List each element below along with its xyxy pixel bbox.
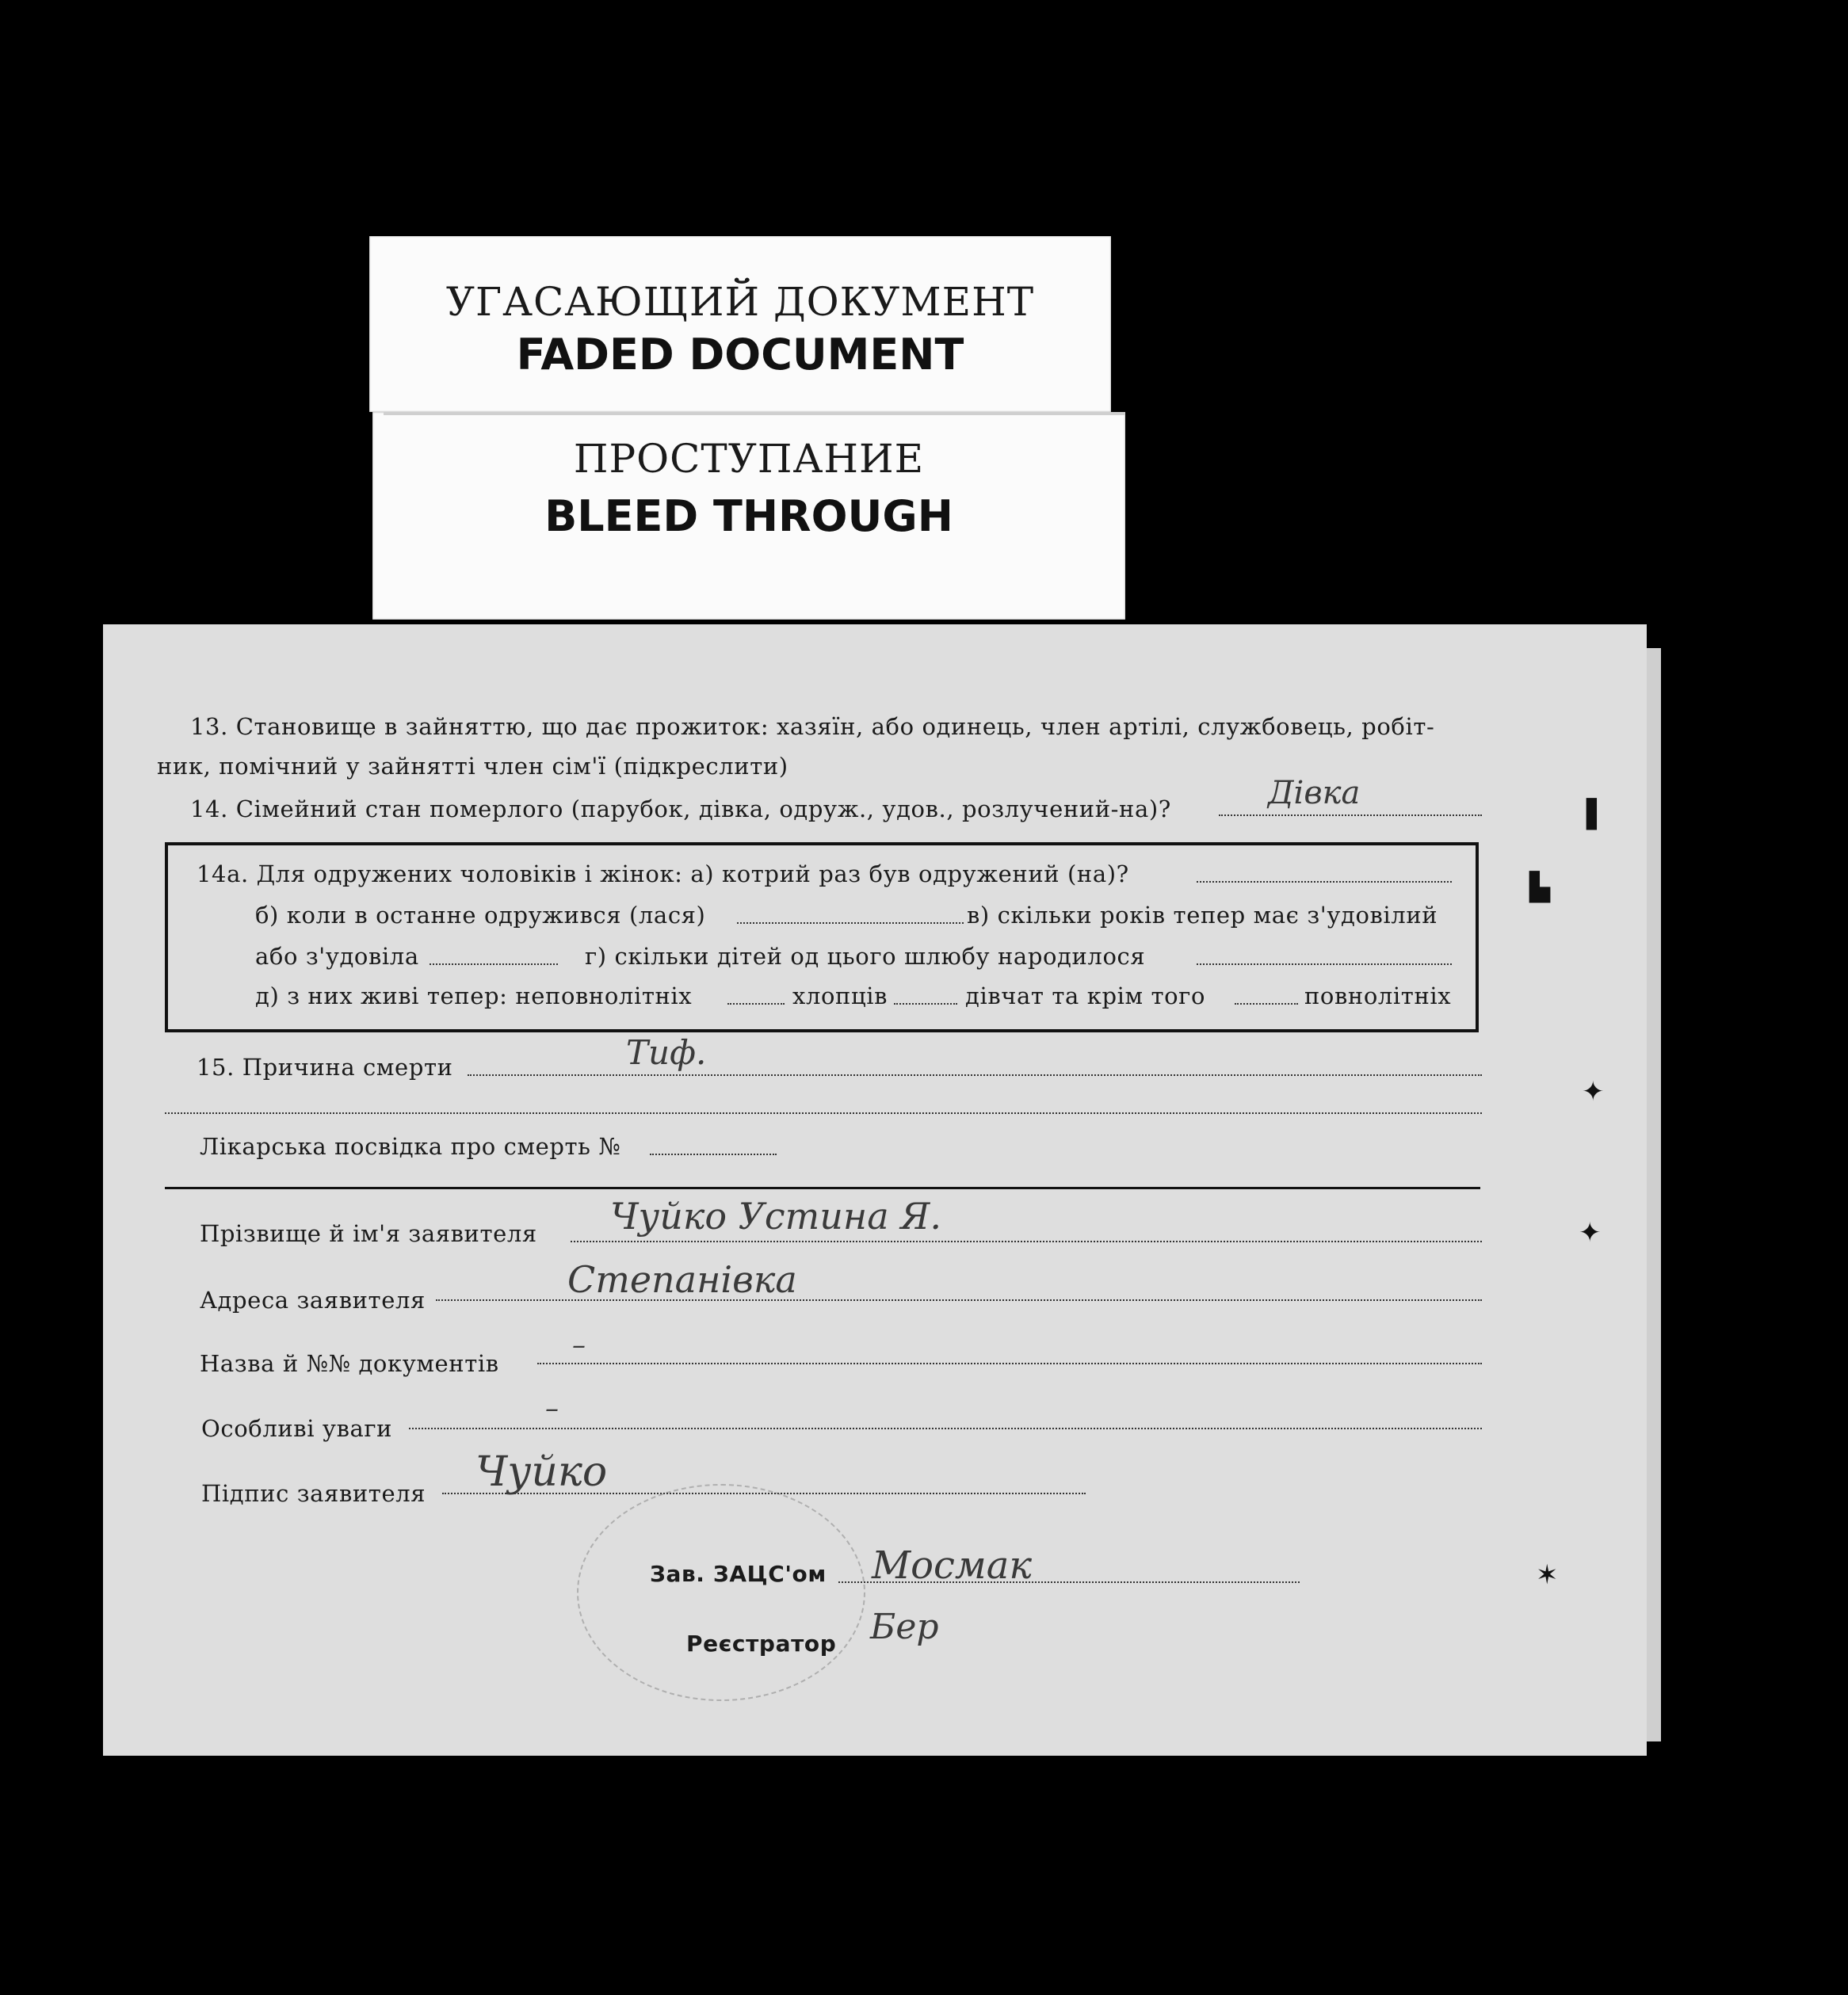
death-record-form xyxy=(103,624,1647,1756)
item-13-line-2: ник, помічний у зайнятті член сім'ї (підкреслити) xyxy=(157,753,788,780)
item-14-label: 14. Сімейний стан померлого (парубок, дівка, одруж., удов., розлучений-на)? xyxy=(190,795,1171,822)
medical-cert-label: Лікарська посвідка про смерть № xyxy=(200,1133,621,1160)
item-14a-line-3b: г) скільки дітей од цього шлюбу народилося xyxy=(585,943,1146,970)
bleed-through-label xyxy=(372,412,1125,620)
item-15-label: 15. Причина смерти xyxy=(197,1054,453,1081)
applicant-address-label: Адреса заявителя xyxy=(200,1287,426,1314)
applicant-signature: Чуйко xyxy=(475,1448,608,1496)
item-14a-line-1: 14а. Для одружених чоловіків і жінок: а) котрий раз був одружений (на)? xyxy=(197,860,1129,887)
item-14a-line-4b: хлопців xyxy=(792,982,888,1009)
documents-field xyxy=(537,1363,1482,1364)
section-divider xyxy=(165,1187,1480,1189)
applicant-name-field xyxy=(571,1241,1482,1242)
punch-hole-mark: ▌ xyxy=(1586,799,1608,830)
item-15-field-2 xyxy=(165,1112,1482,1114)
signature-label: Підпис заявителя xyxy=(201,1480,426,1507)
medical-cert-field xyxy=(650,1154,777,1155)
registrar-signature: Бер xyxy=(870,1607,939,1647)
item-14a-line-4d: повнолітніх xyxy=(1304,982,1452,1009)
item-14a-line-3a: або з'удовіла xyxy=(255,943,419,970)
item-14a-line-4c: дівчат та крім того xyxy=(965,982,1206,1009)
bleed-through-en: BLEED THROUGH xyxy=(544,491,953,541)
item-14a-field-a xyxy=(1197,881,1452,883)
punch-hole-mark: ✦ xyxy=(1582,1076,1605,1108)
documents-label: Назва й №№ документів xyxy=(200,1350,499,1377)
notes-value: – xyxy=(545,1393,559,1425)
item-15-value: Тиф. xyxy=(626,1033,707,1072)
item-14a-field-minors xyxy=(727,1003,785,1005)
applicant-address-value: Степанівка xyxy=(567,1258,797,1301)
item-14a-field-boys xyxy=(894,1003,957,1005)
item-14a-field-v xyxy=(430,963,558,965)
item-14a-line-2a: б) коли в останне одружився (лася) xyxy=(255,902,706,929)
notes-label: Особливі уваги xyxy=(201,1415,393,1442)
head-signature: Мосмак xyxy=(872,1543,1033,1588)
punch-hole-mark: ✶ xyxy=(1536,1559,1559,1591)
item-14a-field-girls xyxy=(1235,1003,1298,1005)
bleed-through-ru: ПРОСТУПАНИЕ xyxy=(573,436,925,482)
official-stamp xyxy=(577,1484,865,1701)
head-label: Зав. ЗАЦС'ом xyxy=(650,1561,827,1587)
applicant-name-label: Прізвище й ім'я заявителя xyxy=(200,1220,537,1247)
item-14a-field-b xyxy=(737,922,964,924)
item-15-field xyxy=(468,1074,1482,1076)
notes-field xyxy=(409,1428,1482,1429)
item-14-field xyxy=(1219,814,1482,816)
item-14-value: Дівка xyxy=(1268,775,1361,811)
faded-document-ru: УГАСАЮЩИЙ ДОКУМЕНТ xyxy=(445,279,1035,325)
punch-hole-mark: ✦ xyxy=(1579,1217,1602,1249)
faded-document-en: FADED DOCUMENT xyxy=(516,330,964,380)
item-14a-line-4a: д) з них живі тепер: неповнолітніх xyxy=(255,982,693,1009)
item-13-line-1: 13. Становище в зайняттю, що дає прожиток: хазяїн, або одинець, член артілі, службовець, робіт- xyxy=(190,713,1435,740)
item-14a-line-2b: в) скільки років тепер має з'удовілий xyxy=(967,902,1438,929)
punch-hole-mark: ▙ xyxy=(1529,872,1551,903)
registrar-label: Реєстратор xyxy=(686,1631,837,1657)
documents-value: – xyxy=(572,1329,586,1361)
applicant-name-value: Чуйко Устина Я. xyxy=(610,1195,942,1238)
item-14a-field-g xyxy=(1197,963,1452,965)
faded-document-label xyxy=(369,236,1111,412)
